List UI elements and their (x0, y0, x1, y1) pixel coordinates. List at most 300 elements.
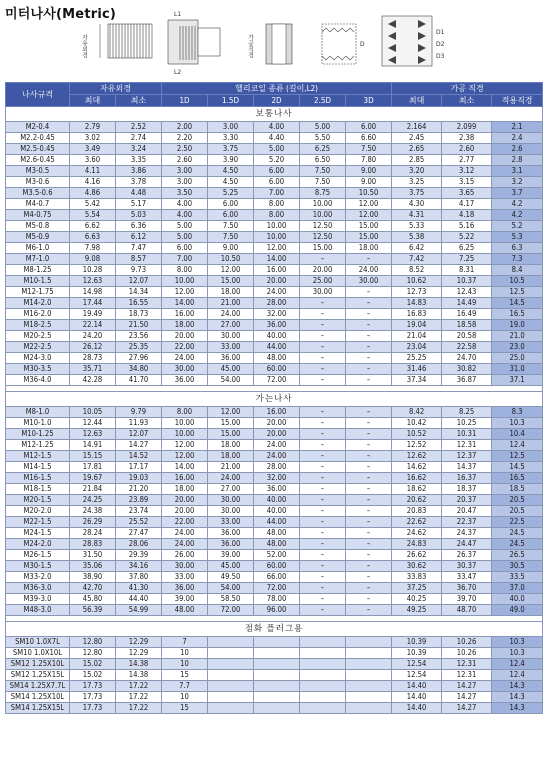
table-cell: 12.29 (116, 637, 162, 648)
thread-spec-cell: M6-1.0 (6, 243, 70, 254)
table-cell: 28.24 (70, 528, 116, 539)
section-title-row (6, 622, 543, 637)
table-cell: 36.00 (254, 320, 300, 331)
table-cell: 14.27 (442, 703, 492, 714)
table-cell: 40.25 (392, 594, 442, 605)
table-cell: 49.25 (392, 605, 442, 616)
table-cell: 16.5 (492, 309, 543, 320)
thread-spec-cell: M24-2.0 (6, 539, 70, 550)
table-cell: 24.00 (346, 265, 392, 276)
table-cell: 9.73 (116, 265, 162, 276)
table-cell: 12.5 (492, 287, 543, 298)
table-cell: 72.00 (254, 583, 300, 594)
table-cell: 8.25 (442, 407, 492, 418)
table-cell: 7.50 (208, 221, 254, 232)
table-row (6, 166, 543, 177)
table-cell: 6.12 (116, 232, 162, 243)
table-cell: – (300, 506, 346, 517)
thread-spec-cell: M12-1.5 (6, 451, 70, 462)
table-cell: 15.00 (208, 418, 254, 429)
table-cell: 18.37 (442, 484, 492, 495)
table-cell: 2.099 (442, 122, 492, 133)
table-cell: 26.12 (70, 342, 116, 353)
table-cell: 25.00 (300, 276, 346, 287)
table-cell: – (300, 407, 346, 418)
table-cell: 8.3 (492, 407, 543, 418)
header-max: 최대 (70, 95, 116, 107)
table-cell: 8.00 (254, 210, 300, 221)
table-cell: 16.00 (254, 265, 300, 276)
table-row (6, 659, 543, 670)
thread-spec-cell: M7-1.0 (6, 254, 70, 265)
table-cell: 2.77 (442, 155, 492, 166)
tapped-hole-view (247, 24, 293, 64)
table-row (6, 495, 543, 506)
table-cell: – (300, 517, 346, 528)
section-title: 보통나사 (6, 107, 543, 122)
table-cell: 2.45 (392, 133, 442, 144)
table-cell: 24.47 (442, 539, 492, 550)
table-row (6, 572, 543, 583)
table-cell: 12.00 (162, 440, 208, 451)
table-cell: – (346, 440, 392, 451)
table-cell: 8.00 (254, 199, 300, 210)
table-row (6, 331, 543, 342)
table-cell: 14.98 (70, 287, 116, 298)
table-cell: 24.00 (254, 440, 300, 451)
table-cell: 12.44 (70, 418, 116, 429)
thread-spec-cell: M8-1.0 (6, 407, 70, 418)
table-cell: 24.38 (70, 506, 116, 517)
table-cell: 5.03 (116, 210, 162, 221)
table-cell: 10.00 (162, 418, 208, 429)
table-cell: 31.0 (492, 364, 543, 375)
table-cell: 6.00 (254, 177, 300, 188)
table-cell: 54.99 (116, 605, 162, 616)
table-row (6, 637, 543, 648)
table-cell: 36.00 (162, 583, 208, 594)
table-cell: 36.00 (208, 539, 254, 550)
table-cell: 4.40 (254, 133, 300, 144)
table-cell: 10.50 (346, 188, 392, 199)
table-cell: 16.49 (442, 309, 492, 320)
thread-spec-cell: M22-2.5 (6, 342, 70, 353)
table-cell (346, 637, 392, 648)
table-cell: 17.22 (116, 692, 162, 703)
table-cell: – (346, 539, 392, 550)
thread-spec-cell: SM14 1.25X15L (6, 703, 70, 714)
table-cell: 14.00 (162, 298, 208, 309)
table-cell: 7.00 (162, 254, 208, 265)
table-cell: 7.80 (346, 155, 392, 166)
table-cell: 12.4 (492, 670, 543, 681)
table-cell: 15.02 (70, 670, 116, 681)
table-cell: 10.00 (254, 232, 300, 243)
table-cell: 5.17 (116, 199, 162, 210)
table-cell: 5.38 (392, 232, 442, 243)
table-cell: 14.34 (116, 287, 162, 298)
table-cell: 10.37 (442, 276, 492, 287)
table-cell: 2.65 (392, 144, 442, 155)
table-cell: 60.00 (254, 364, 300, 375)
table-cell: 37.34 (392, 375, 442, 386)
table-cell (208, 703, 254, 714)
table-cell: 20.5 (492, 495, 543, 506)
section-title-row (6, 392, 543, 407)
table-cell: 30.00 (208, 331, 254, 342)
table-cell: 6.36 (116, 221, 162, 232)
table-cell: 5.50 (300, 133, 346, 144)
table-cell: – (346, 287, 392, 298)
table-cell: 45.00 (208, 364, 254, 375)
table-cell: 12.37 (442, 451, 492, 462)
header-min: 최소 (116, 95, 162, 107)
thread-spec-cell: M24-1.5 (6, 528, 70, 539)
table-cell (254, 703, 300, 714)
thread-spec-cell: M4-0.75 (6, 210, 70, 221)
table-cell: 20.00 (254, 418, 300, 429)
table-cell: 15.00 (346, 221, 392, 232)
table-cell (254, 637, 300, 648)
table-cell: 24.37 (442, 528, 492, 539)
table-cell: 12.00 (346, 210, 392, 221)
table-cell: 2.79 (70, 122, 116, 133)
table-row (6, 473, 543, 484)
header-length-1-5d: 1.5D (208, 95, 254, 107)
table-cell: – (346, 418, 392, 429)
table-cell: 20.58 (442, 331, 492, 342)
thread-spec-cell: M5-0.9 (6, 232, 70, 243)
table-cell: 4.18 (442, 210, 492, 221)
table-cell: 6.63 (70, 232, 116, 243)
thread-spec-cell: SM10 1.0X7L (6, 637, 70, 648)
table-cell: 24.5 (492, 539, 543, 550)
table-cell: 4.2 (492, 210, 543, 221)
table-cell: 17.44 (70, 298, 116, 309)
table-cell: 7.42 (392, 254, 442, 265)
table-cell: 30.00 (162, 364, 208, 375)
table-cell: 6.50 (300, 155, 346, 166)
thread-spec-cell: M2.6-0.45 (6, 155, 70, 166)
table-cell: 16.83 (392, 309, 442, 320)
thread-spec-cell: SM14 1.25X7.7L (6, 681, 70, 692)
table-cell: 2.38 (442, 133, 492, 144)
table-cell: 12.62 (392, 451, 442, 462)
table-cell: 7 (162, 637, 208, 648)
coil-side-view (81, 24, 153, 58)
table-cell (254, 681, 300, 692)
table-row (6, 353, 543, 364)
table-cell: – (300, 451, 346, 462)
table-row (6, 155, 543, 166)
table-cell: 5.25 (208, 188, 254, 199)
table-cell (208, 692, 254, 703)
table-cell (346, 648, 392, 659)
table-cell: – (300, 418, 346, 429)
table-cell: – (346, 528, 392, 539)
table-cell: 2.60 (442, 144, 492, 155)
table-cell: 2.00 (162, 122, 208, 133)
table-cell: – (346, 506, 392, 517)
table-cell: 18.00 (208, 287, 254, 298)
table-cell: 17.73 (70, 681, 116, 692)
table-row (6, 561, 543, 572)
table-cell: – (346, 462, 392, 473)
table-cell: 30.00 (208, 495, 254, 506)
table-cell: 2.60 (162, 155, 208, 166)
table-row (6, 550, 543, 561)
table-cell: 10 (162, 648, 208, 659)
table-row (6, 243, 543, 254)
table-cell: 20.83 (392, 506, 442, 517)
header-length-1d: 1D (162, 95, 208, 107)
thread-spec-cell: M3-0.6 (6, 177, 70, 188)
table-cell: 27.47 (116, 528, 162, 539)
table-cell: 7.50 (300, 166, 346, 177)
table-cell: 14.27 (442, 681, 492, 692)
table-cell: 6.3 (492, 243, 543, 254)
table-cell: 10.3 (492, 648, 543, 659)
table-cell (300, 637, 346, 648)
table-cell: 9.00 (346, 166, 392, 177)
table-cell: 26.29 (70, 517, 116, 528)
table-cell: 14.27 (442, 692, 492, 703)
table-cell: 6.25 (442, 243, 492, 254)
table-cell: 17.22 (116, 681, 162, 692)
table-cell: 24.20 (70, 331, 116, 342)
thread-spec-cell: M20-2.0 (6, 506, 70, 517)
table-cell: 28.00 (254, 298, 300, 309)
table-cell: 4.00 (254, 122, 300, 133)
table-cell: 3.75 (208, 144, 254, 155)
table-cell: 4.17 (442, 199, 492, 210)
table-cell: 10.00 (162, 276, 208, 287)
table-cell: 3.30 (208, 133, 254, 144)
table-cell: 22.14 (70, 320, 116, 331)
table-cell: 15 (162, 670, 208, 681)
table-cell: 6.25 (300, 144, 346, 155)
header-length-2-5d: 2.5D (300, 95, 346, 107)
table-cell: 20.00 (162, 331, 208, 342)
free-dia-label: 자유외경 (80, 34, 88, 58)
table-cell: 6.00 (208, 210, 254, 221)
table-cell: 30.82 (442, 364, 492, 375)
table-cell: 37.80 (116, 572, 162, 583)
thread-spec-cell: M48-3.0 (6, 605, 70, 616)
table-row (6, 681, 543, 692)
table-cell: 14.62 (392, 462, 442, 473)
table-cell: – (346, 353, 392, 364)
table-cell (346, 681, 392, 692)
table-cell: 10.00 (300, 210, 346, 221)
table-cell: 5.16 (442, 221, 492, 232)
table-cell: 5.00 (162, 232, 208, 243)
table-cell: 48.00 (254, 539, 300, 550)
table-cell: 33.00 (208, 517, 254, 528)
table-cell: 78.00 (254, 594, 300, 605)
table-cell: 12.00 (208, 265, 254, 276)
table-cell: 18.73 (116, 309, 162, 320)
table-cell: 10.00 (300, 199, 346, 210)
table-cell: 48.70 (442, 605, 492, 616)
table-cell: 12.50 (300, 221, 346, 232)
table-cell: 3.2 (492, 177, 543, 188)
header-tap-max: 최대 (392, 95, 442, 107)
table-cell: 72.00 (254, 375, 300, 386)
table-cell: – (300, 583, 346, 594)
table-row (6, 221, 543, 232)
thread-spec-cell: M12-1.25 (6, 440, 70, 451)
table-cell: 23.56 (116, 331, 162, 342)
table-cell: 4.16 (70, 177, 116, 188)
table-cell: 3.49 (70, 144, 116, 155)
table-cell: 37.25 (392, 583, 442, 594)
table-cell: 20.00 (162, 506, 208, 517)
table-cell: 10.5 (492, 276, 543, 287)
thread-spec-cell: M2-0.4 (6, 122, 70, 133)
table-cell: 30.00 (208, 506, 254, 517)
table-cell: 33.47 (442, 572, 492, 583)
table-cell: – (346, 572, 392, 583)
table-cell: 7.50 (208, 232, 254, 243)
table-cell: 5.00 (300, 122, 346, 133)
table-cell: 44.00 (254, 342, 300, 353)
table-cell: 12.00 (162, 287, 208, 298)
thread-spec-cell: M26-1.5 (6, 550, 70, 561)
table-cell: – (300, 331, 346, 342)
table-cell: 35.71 (70, 364, 116, 375)
table-cell: – (346, 298, 392, 309)
table-cell: 28.06 (116, 539, 162, 550)
table-cell (254, 659, 300, 670)
table-cell: 15.00 (208, 276, 254, 287)
table-cell: 30.00 (300, 287, 346, 298)
table-cell: 8.31 (442, 265, 492, 276)
table-cell: 41.70 (116, 375, 162, 386)
table-cell: 22.5 (492, 517, 543, 528)
table-cell: 14.00 (254, 254, 300, 265)
table-cell: 14.3 (492, 681, 543, 692)
thread-spec-cell: M12-1.75 (6, 287, 70, 298)
table-cell: 12.50 (300, 232, 346, 243)
table-cell: 5.42 (70, 199, 116, 210)
table-row (6, 254, 543, 265)
table-cell: 12.00 (346, 199, 392, 210)
table-cell (208, 659, 254, 670)
table-cell: 20.00 (254, 276, 300, 287)
table-cell: 18.00 (346, 243, 392, 254)
table-cell: 49.50 (208, 572, 254, 583)
table-cell: 12.63 (70, 276, 116, 287)
thread-spec-cell: M30-1.5 (6, 561, 70, 572)
table-cell: 22.00 (162, 517, 208, 528)
table-cell: 3.60 (70, 155, 116, 166)
thread-spec-cell: M18-1.5 (6, 484, 70, 495)
table-row (6, 605, 543, 616)
page-title: 미터나사(Metric) (5, 7, 117, 22)
table-cell (300, 670, 346, 681)
table-row (6, 670, 543, 681)
table-cell: – (300, 484, 346, 495)
table-cell: 3.1 (492, 166, 543, 177)
thread-profile-view (322, 24, 365, 64)
table-cell: 10.42 (392, 418, 442, 429)
table-cell: – (300, 495, 346, 506)
table-cell: 34.16 (116, 561, 162, 572)
d-label: D (360, 41, 365, 48)
table-row (6, 539, 543, 550)
table-cell: 24.70 (442, 353, 492, 364)
table-cell: 33.00 (208, 342, 254, 353)
table-cell: 36.00 (254, 484, 300, 495)
table-cell: 45.00 (208, 561, 254, 572)
thread-spec-cell: M30-3.5 (6, 364, 70, 375)
table-cell: 33.83 (392, 572, 442, 583)
table-cell (346, 692, 392, 703)
table-cell: 10.3 (492, 637, 543, 648)
table-cell: 2.50 (162, 144, 208, 155)
thread-spec-cell: M18-2.5 (6, 320, 70, 331)
d1-label: D1 (436, 29, 445, 36)
table-cell: – (300, 528, 346, 539)
table-cell: – (346, 517, 392, 528)
table-cell: 10.4 (492, 429, 543, 440)
table-cell: 33.5 (492, 572, 543, 583)
table-cell: – (300, 429, 346, 440)
header-tap-dia: 가공 직경 (392, 83, 543, 95)
table-row (6, 177, 543, 188)
table-cell (300, 648, 346, 659)
table-cell: 35.06 (70, 561, 116, 572)
table-row (6, 287, 543, 298)
table-cell: 25.25 (392, 353, 442, 364)
table-cell: 2.85 (392, 155, 442, 166)
table-cell: 3.20 (392, 166, 442, 177)
table-cell: 4.50 (208, 166, 254, 177)
table-cell: – (300, 298, 346, 309)
table-cell: 30.37 (442, 561, 492, 572)
table-cell: 7.3 (492, 254, 543, 265)
table-cell: 14.3 (492, 692, 543, 703)
table-cell: 17.73 (70, 692, 116, 703)
table-cell: 40.00 (254, 331, 300, 342)
table-cell: 12.43 (442, 287, 492, 298)
table-cell: 2.164 (392, 122, 442, 133)
table-cell: – (346, 375, 392, 386)
table-cell: 4.00 (162, 210, 208, 221)
table-row (6, 342, 543, 353)
table-cell: 27.96 (116, 353, 162, 364)
table-cell: 31.50 (70, 550, 116, 561)
thread-spec-cell: M4-0.7 (6, 199, 70, 210)
table-cell: 10.05 (70, 407, 116, 418)
table-row (6, 375, 543, 386)
table-cell: – (346, 342, 392, 353)
table-cell: 2.8 (492, 155, 543, 166)
table-cell: 5.00 (162, 221, 208, 232)
table-cell: 45.80 (70, 594, 116, 605)
table-cell (254, 692, 300, 703)
table-cell: 12.4 (492, 440, 543, 451)
table-cell: 21.00 (208, 298, 254, 309)
table-cell: 4.48 (116, 188, 162, 199)
table-cell: 36.00 (162, 375, 208, 386)
table-row (6, 583, 543, 594)
table-cell: 17.73 (70, 703, 116, 714)
table-cell: 9.00 (346, 177, 392, 188)
table-cell: 18.00 (162, 484, 208, 495)
table-cell: 12.00 (208, 407, 254, 418)
